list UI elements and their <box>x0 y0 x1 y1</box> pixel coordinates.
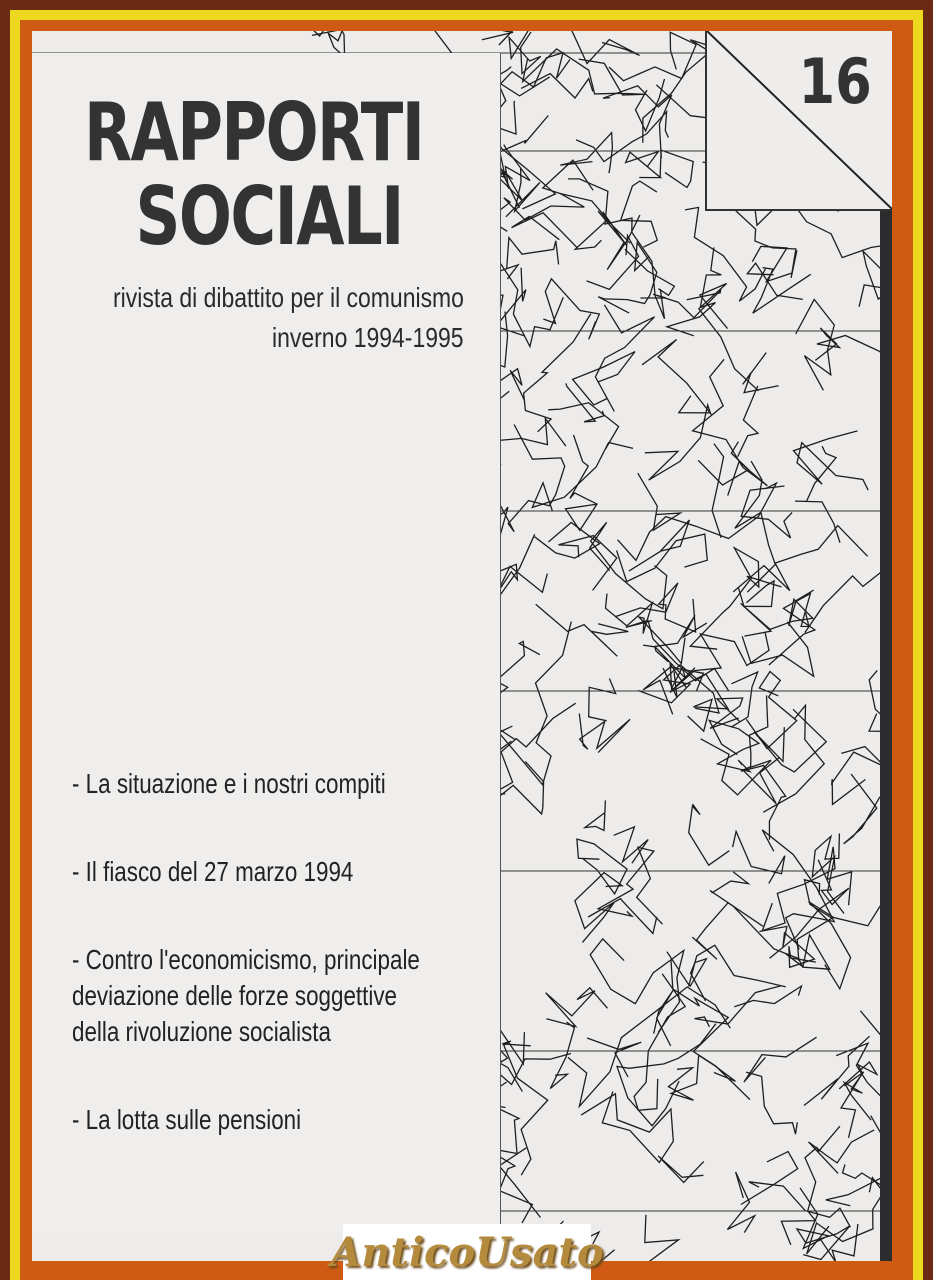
map-line <box>488 193 584 231</box>
map-line <box>626 152 661 178</box>
map-line <box>733 832 785 884</box>
map-line <box>595 305 654 412</box>
map-line <box>685 207 766 301</box>
map-line <box>741 1152 798 1205</box>
map-line <box>502 1041 548 1175</box>
map-line <box>638 473 681 530</box>
map-line <box>614 827 649 863</box>
map-line <box>794 431 869 490</box>
map-line <box>667 247 721 335</box>
map-line <box>645 1215 679 1261</box>
issue-date: inverno 1994-1995 <box>272 322 464 353</box>
map-line <box>598 211 640 270</box>
map-line <box>747 263 803 299</box>
map-line <box>576 112 668 162</box>
issue-number-box <box>705 31 892 211</box>
contents-item: deviazione delle forze soggettive <box>72 980 398 1011</box>
map-line <box>543 160 608 249</box>
map-line <box>566 435 598 530</box>
contents-item: - La lotta sulle pensioni <box>72 1104 302 1135</box>
map-line <box>617 534 708 582</box>
contents-item: della rivoluzione socialista <box>72 1016 331 1047</box>
map-line <box>598 243 657 314</box>
map-line <box>560 133 612 174</box>
map-line <box>832 747 885 805</box>
map-line <box>621 181 658 247</box>
map-line <box>712 872 749 893</box>
map-line <box>640 290 720 317</box>
map-line <box>512 213 577 247</box>
map-line <box>796 299 835 390</box>
map-line <box>805 567 887 632</box>
map-line <box>585 800 606 830</box>
map-line <box>589 679 616 721</box>
map-line <box>581 1091 673 1162</box>
map-line <box>727 1172 754 1233</box>
map-line <box>690 548 781 649</box>
map-line <box>420 31 514 40</box>
map-line <box>642 340 711 415</box>
map-line <box>654 990 673 1046</box>
map-line <box>689 945 786 987</box>
map-line <box>509 31 541 74</box>
map-line <box>752 246 791 281</box>
map-line <box>844 774 880 844</box>
magazine-title <box>84 86 424 263</box>
map-line <box>575 873 622 943</box>
map-line <box>603 86 672 158</box>
map-line <box>689 804 730 865</box>
map-line <box>743 353 779 393</box>
map-line <box>668 1055 735 1100</box>
map-line <box>609 32 696 80</box>
title-line-1: RAPPORTI <box>84 86 424 179</box>
map-line <box>546 988 608 1027</box>
map-line <box>693 359 768 495</box>
cover-text-panel <box>32 53 501 1233</box>
map-line <box>797 1188 850 1260</box>
map-line <box>741 486 792 538</box>
watermark-text: AnticoUsato <box>330 1228 604 1276</box>
watermark-logo <box>330 1224 604 1280</box>
map-line <box>769 594 815 666</box>
map-line <box>658 1156 704 1183</box>
map-line <box>746 1072 797 1134</box>
map-line <box>579 714 630 753</box>
map-line <box>839 1062 877 1138</box>
map-line <box>660 150 693 187</box>
map-line <box>742 622 814 677</box>
map-line <box>618 483 777 560</box>
contents-item: - Contro l'economicismo, principale <box>72 944 420 975</box>
map-line <box>535 523 600 559</box>
map-line <box>543 279 599 340</box>
issue-number: 16 <box>798 45 872 118</box>
map-line <box>744 1037 817 1082</box>
map-line <box>536 604 629 656</box>
map-line <box>692 903 763 960</box>
subtitle: rivista di dibattito per il comunismo <box>113 282 464 313</box>
cover-edge-shadow <box>880 31 892 1261</box>
map-line <box>625 249 675 295</box>
map-line <box>815 328 889 368</box>
map-line <box>709 720 759 771</box>
contents-item: - La situazione e i nostri compiti <box>72 768 386 799</box>
map-line <box>712 444 724 538</box>
map-line <box>645 396 711 480</box>
map-line <box>590 522 667 609</box>
map-line <box>494 622 572 785</box>
magazine-cover <box>32 31 892 1261</box>
map-line <box>615 583 696 632</box>
map-line <box>695 986 781 1027</box>
map-line <box>548 403 618 449</box>
map-line <box>572 31 640 64</box>
contents-item: - Il fiasco del 27 marzo 1994 <box>72 856 354 887</box>
map-line <box>807 1178 884 1254</box>
title-line-2: SOCIALI <box>135 170 403 263</box>
map-line <box>738 386 758 457</box>
